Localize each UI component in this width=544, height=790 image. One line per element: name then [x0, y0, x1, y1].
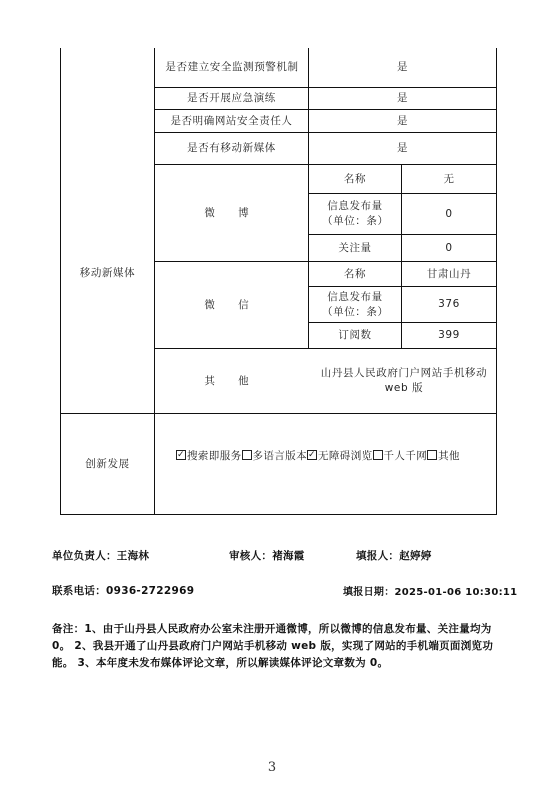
weibo-followers-label: 关注量 — [338, 241, 372, 254]
monitoring-value: 是 — [396, 61, 409, 73]
remarks: 备注：1、由于山丹县人民政府办公室未注册开通微博，所以微博的信息发布量、关注量均为 0。 2、我县开通了山丹县政府门户网站手机移动 web 版，实现了网站的手机端页面浏览功能。 3、本年度未发布媒体评论文章，所以解读媒体评论文章数为 0。 — [52, 623, 494, 669]
checkbox-accessibility[interactable]: ✓ — [308, 450, 316, 460]
weibo-label: 微 博 — [204, 206, 259, 219]
table-rule — [496, 48, 497, 515]
page-number: 3 — [267, 760, 277, 775]
weibo-followers-value: 0 — [445, 241, 453, 254]
filler: 填报人：赵婷婷 — [356, 550, 432, 562]
wechat-name-value: 甘肃山丹 — [426, 267, 472, 280]
fill-date: 填报日期：2025-01-06 10:30:11 — [343, 587, 518, 598]
checkbox-multilanguage[interactable] — [242, 450, 252, 460]
option-label: 搜索即服务 — [187, 449, 242, 462]
option-label: 千人千网 — [383, 449, 428, 462]
mobile-media-label: 是否有移动新媒体 — [187, 142, 276, 154]
checkbox-other[interactable] — [427, 450, 437, 460]
responsible-label: 是否明确网站安全责任人 — [170, 114, 293, 127]
innovation-options — [176, 447, 460, 463]
contact-phone: 联系电话：0936-2722969 — [52, 585, 195, 597]
section-innovation: 创新发展 — [85, 457, 130, 470]
other-label: 其 他 — [204, 374, 259, 387]
table-rule — [60, 514, 497, 515]
weibo-posts-value: 0 — [445, 207, 453, 220]
reviewer: 审核人：褚海霞 — [229, 550, 305, 562]
wechat-name-label: 名称 — [343, 267, 367, 280]
wechat-posts-label: 信息发布量（单位：条） — [322, 290, 389, 318]
wechat-posts-value: 376 — [438, 298, 460, 310]
mobile-media-value: 是 — [396, 142, 409, 154]
weibo-posts-label: 信息发布量（单位：条） — [322, 200, 389, 227]
wechat-subscribers-value: 399 — [438, 329, 460, 341]
section-mobile-media: 移动新媒体 — [79, 266, 136, 279]
option-label: 其他 — [438, 449, 460, 462]
wechat-subscribers-label: 订阅数 — [338, 329, 372, 341]
drill-value: 是 — [396, 92, 409, 104]
wechat-label: 微 信 — [204, 298, 259, 311]
drill-label: 是否开展应急演练 — [187, 92, 276, 104]
report-table — [60, 48, 497, 515]
weibo-name-label: 名称 — [343, 172, 367, 185]
responsible-value: 是 — [396, 114, 409, 127]
monitoring-label: 是否建立安全监测预警机制 — [165, 61, 299, 73]
checkbox-personalized[interactable] — [373, 450, 383, 460]
unit-head: 单位负责人：王海林 — [52, 550, 150, 562]
weibo-name-value: 无 — [443, 172, 455, 185]
checkbox-search-service[interactable]: ✓ — [177, 450, 185, 460]
option-label: 多语言版本 — [252, 449, 307, 462]
option-label: 无障碍浏览 — [318, 449, 373, 462]
other-value: 山丹县人民政府门户网站手机移动 web 版 — [320, 367, 488, 394]
